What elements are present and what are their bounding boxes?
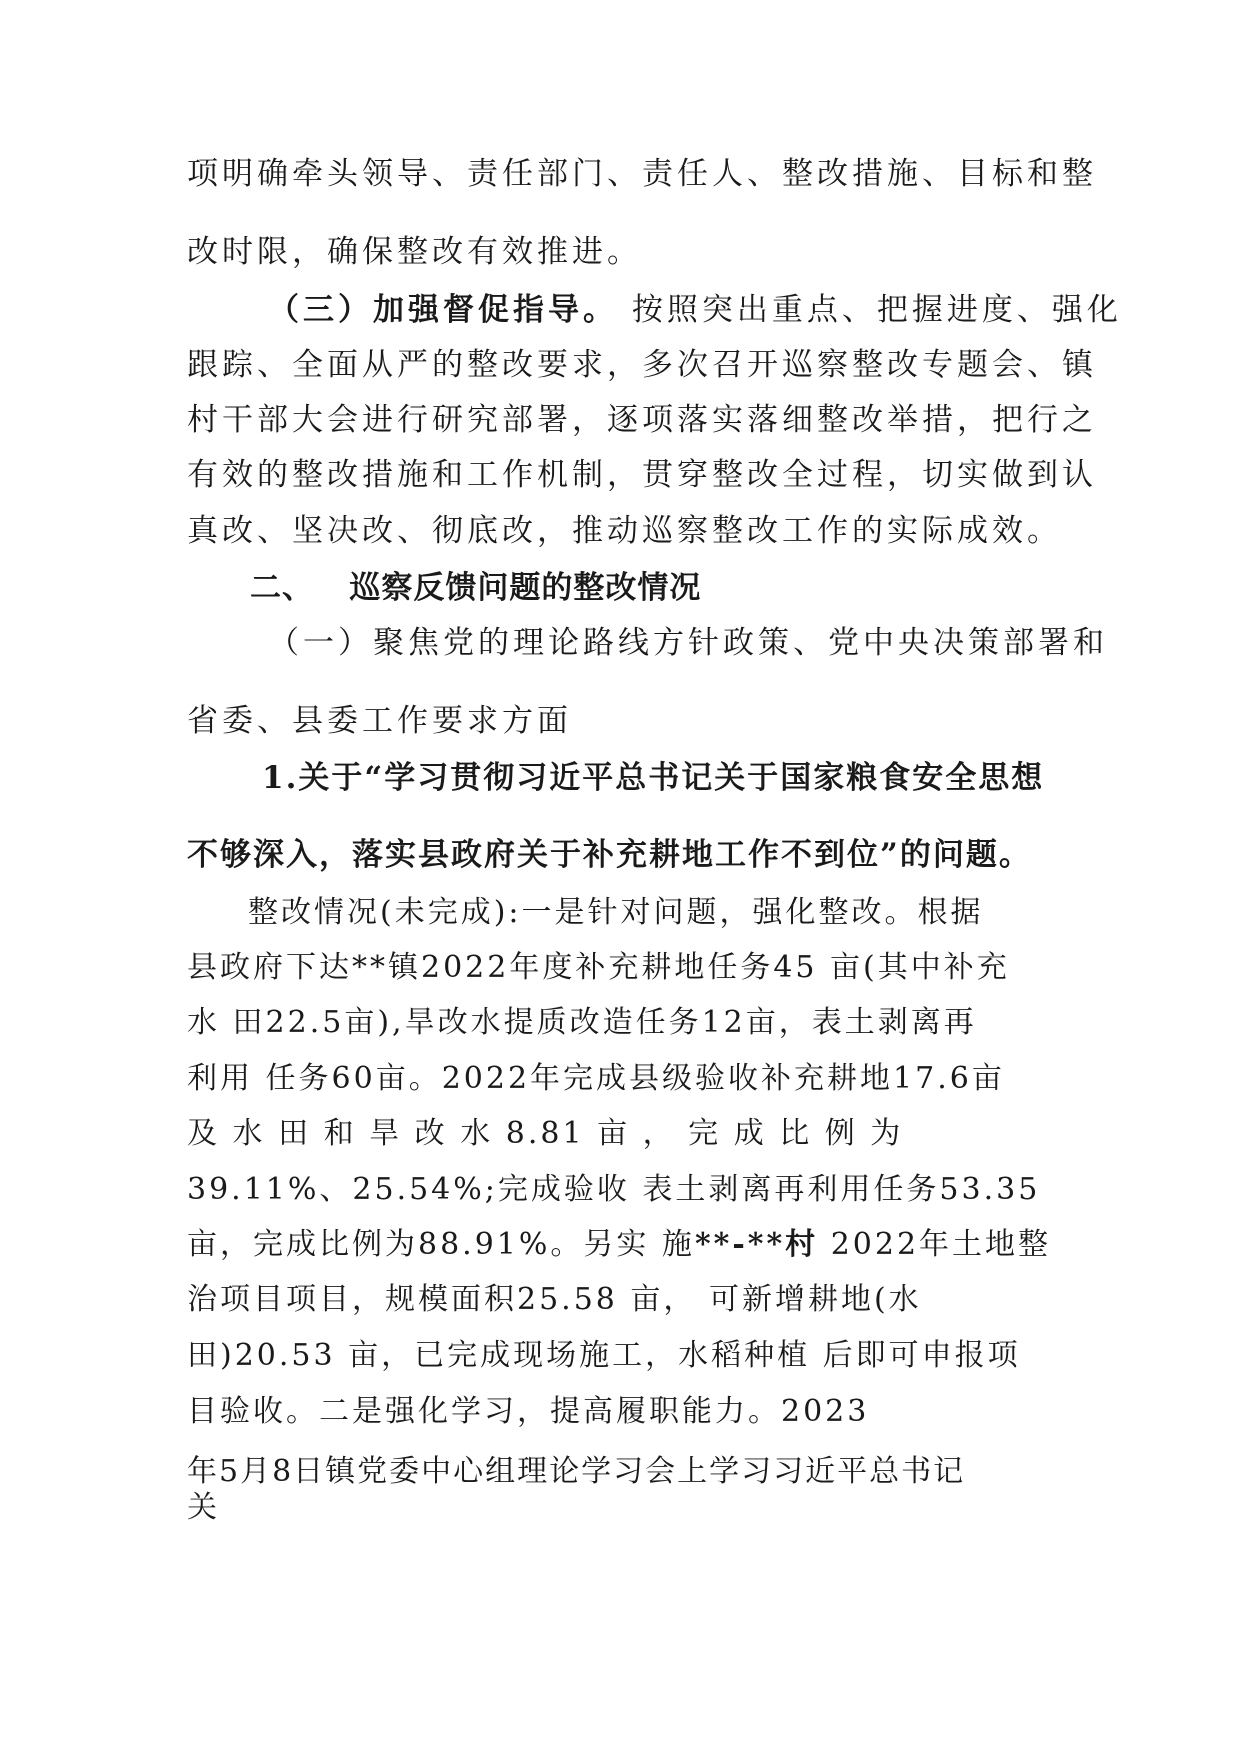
body-line: 及 水 田 和 旱 改 水 8.81 亩 ， 完 成 比 例 为 bbox=[187, 1116, 904, 1151]
section-heading-2 bbox=[250, 568, 1120, 608]
paragraph-line: 改时限，确保整改有效推进。 bbox=[187, 234, 642, 270]
item-heading: 不够深入，落实县政府关于补充耕地工作不到位”的问题。 bbox=[187, 837, 1032, 873]
body-line: 目验收。二是强化学习，提高履职能力。2023 bbox=[187, 1394, 870, 1429]
paragraph-line: 项明确牵头领导、责任部门、责任人、整改措施、目标和整 bbox=[187, 156, 1097, 192]
paragraph-line: 村干部大会进行研究部署，逐项落实落细整改举措，把行之 bbox=[187, 402, 1097, 438]
body-line: 利用 任务60亩。2022年完成县级验收补充耕地17.6亩 bbox=[187, 1061, 1005, 1096]
body-line: 县政府下达**镇2022年度补充耕地任务45 亩(其中补充 bbox=[187, 950, 1010, 985]
body-text: 亩，完成比例为88.91%。另实 施 bbox=[187, 1227, 695, 1262]
paragraph-line: 真改、坚决改、彻底改，推动巡察整改工作的实际成效。 bbox=[187, 513, 1062, 549]
body-text: 2022年土地整 bbox=[818, 1227, 1052, 1262]
item-heading: 1.关于“学习贯彻习近平总书记关于国家粮食安全思想 bbox=[262, 760, 1045, 796]
body-line: 治项目项目，规模面积25.58 亩， 可新增耕地(水 bbox=[187, 1282, 922, 1317]
section-number: 二、 bbox=[250, 570, 314, 606]
body-line: 田)20.53 亩，已完成现场施工，水稻种植 后即可申报项 bbox=[187, 1338, 1021, 1373]
body-line: 整改情况(未完成):一是针对问题，强化整改。根据 bbox=[248, 895, 984, 930]
subsection-heading: （一）聚焦党的理论路线方针政策、党中央决策部署和 bbox=[268, 625, 1108, 661]
section-heading-3: （三）加强督促指导。 bbox=[268, 292, 618, 328]
subsection-heading: 省委、县委工作要求方面 bbox=[187, 703, 572, 739]
body-line: 年5月8日镇党委中心组理论学习会上学习习近平总书记 bbox=[187, 1454, 966, 1489]
paragraph-text: 按照突出重点、把握进度、强化 bbox=[618, 292, 1122, 328]
paragraph-line: 有效的整改措施和工作机制，贯穿整改全过程，切实做到认 bbox=[187, 457, 1097, 493]
paragraph-line bbox=[268, 290, 1138, 330]
body-line: 水 田22.5亩),旱改水提质改造任务12亩，表土剥离再 bbox=[187, 1005, 977, 1040]
body-line: 关 bbox=[187, 1490, 220, 1525]
body-text-bold: **-**村 bbox=[694, 1227, 819, 1262]
body-line: 39.11%、25.54%;完成验收 表土剥离再利用任务53.35 bbox=[187, 1172, 1041, 1207]
body-line bbox=[187, 1225, 1057, 1265]
section-title: 巡察反馈问题的整改情况 bbox=[349, 570, 702, 606]
paragraph-line: 跟踪、全面从严的整改要求，多次召开巡察整改专题会、镇 bbox=[187, 347, 1097, 383]
